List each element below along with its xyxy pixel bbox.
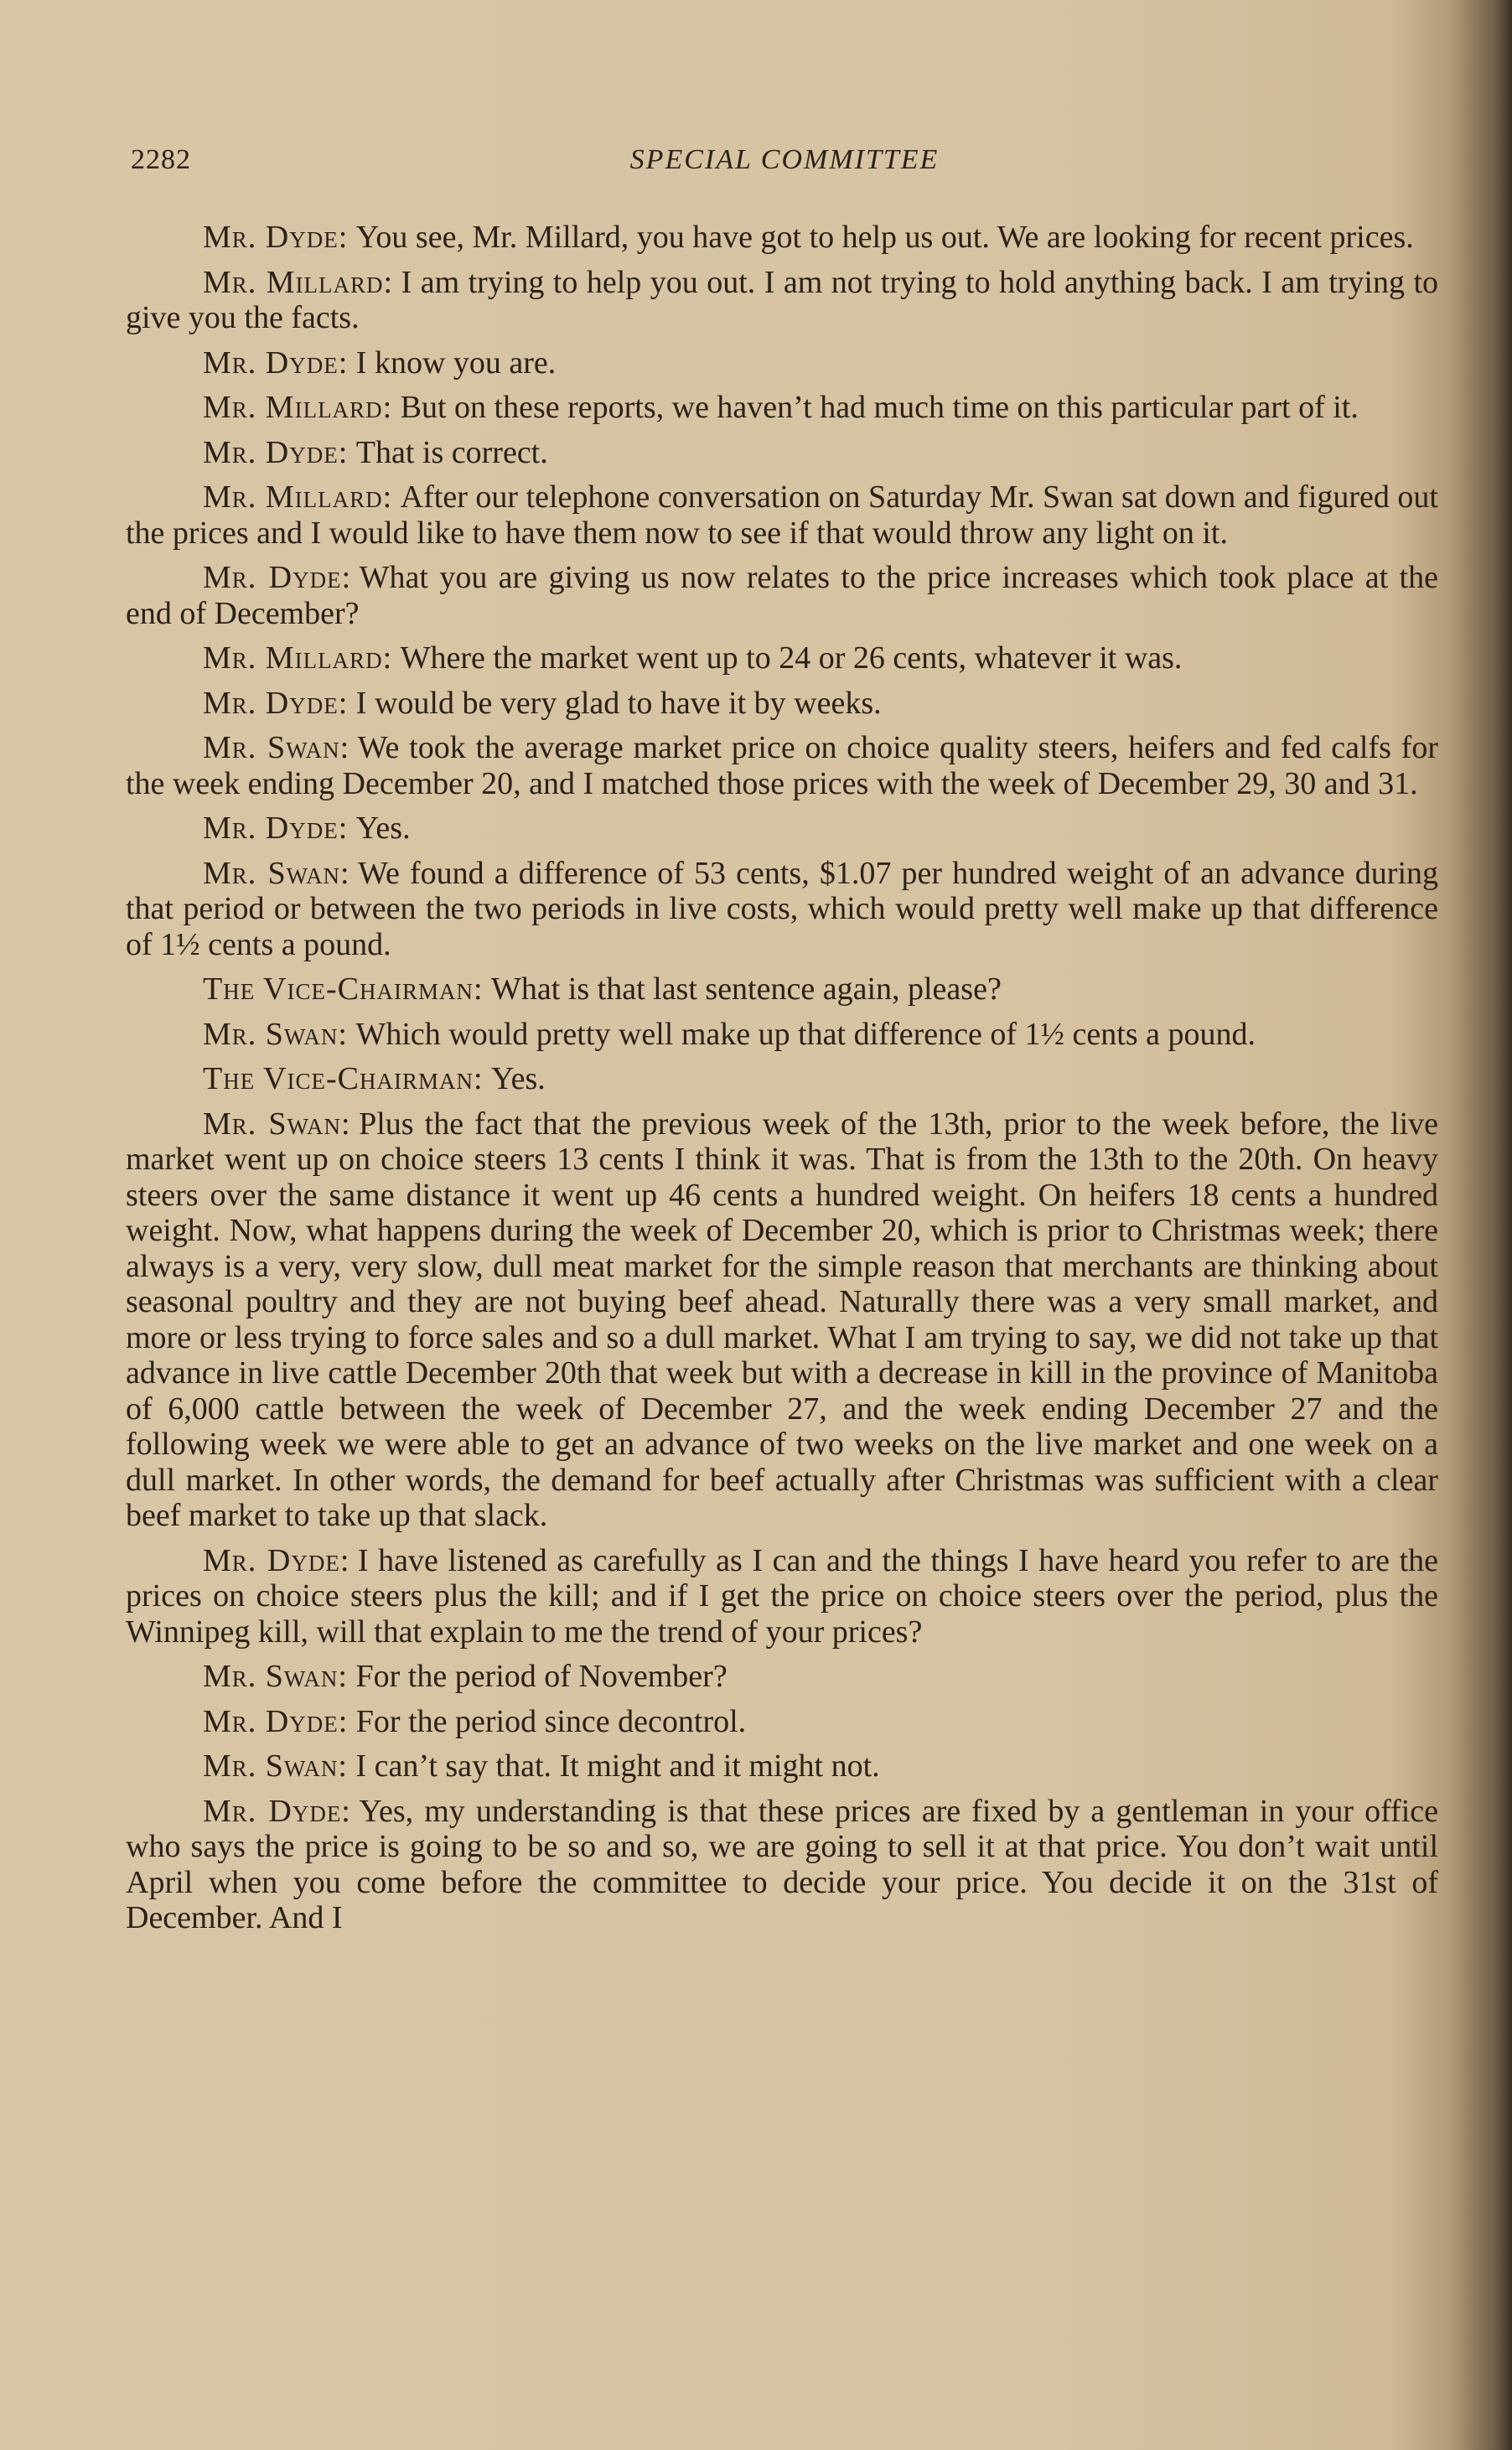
speaker-name: Mr. Millard: xyxy=(203,640,393,676)
speaker-name: Mr. Dyde: xyxy=(203,560,352,595)
speaker-name: The Vice-Chairman: xyxy=(203,971,484,1007)
speaker-name: Mr. Dyde: xyxy=(203,811,349,846)
speaker-name: Mr. Dyde: xyxy=(203,685,349,721)
paragraph-text: For the period since decontrol. xyxy=(355,1703,747,1739)
paragraph-text: I would be very glad to have it by weeks. xyxy=(355,685,882,721)
speaker-name: Mr. Swan: xyxy=(203,855,350,891)
paragraph-text: We took the average market price on choice quality steers, heifers and fed calfs for the week ending December 20, and I matched those prices with the week of December 29, 30 and 31. xyxy=(126,730,1438,801)
paragraph-text: Which would pretty well make up that difference of 1½ cents a pound. xyxy=(355,1016,1256,1052)
paragraph xyxy=(126,345,1438,381)
paragraph-text: That is correct. xyxy=(355,434,548,470)
paragraph xyxy=(126,220,1438,256)
paragraph-text: I can’t say that. It might and it might not. xyxy=(355,1748,880,1784)
running-title: SPECIAL COMMITTEE xyxy=(629,144,940,175)
paragraph xyxy=(126,811,1438,847)
paragraph-text: But on these reports, we haven’t had much time on this particular part of it. xyxy=(400,390,1359,425)
page-number: 2282 xyxy=(131,144,191,175)
speaker-name: Mr. Dyde: xyxy=(203,1542,350,1578)
paragraph-text: What is that last sentence again, please? xyxy=(491,971,1002,1007)
speaker-name: Mr. Swan: xyxy=(203,730,350,765)
paragraph-text: Yes. xyxy=(491,1061,546,1096)
paragraph-text: Yes, my understanding is that these prices are fixed by a gentleman in your office who says the price is going to be so and so, we are going to sell it at that price. You don’t wait until April when you come before the committee to decide your price. You decide it on the 31st of December. And I xyxy=(126,1793,1438,1935)
paragraph-text: For the period of November? xyxy=(355,1659,728,1694)
paragraph xyxy=(126,479,1438,551)
paragraph-text: Yes. xyxy=(355,811,411,846)
paragraph xyxy=(126,1794,1438,1936)
paragraph xyxy=(126,560,1438,631)
paragraph xyxy=(126,1017,1438,1053)
speaker-name: Mr. Millard: xyxy=(203,390,393,425)
paragraph xyxy=(126,1659,1438,1695)
speaker-name: Mr. Millard: xyxy=(203,479,393,515)
paragraph xyxy=(126,1543,1438,1650)
speaker-name: Mr. Swan: xyxy=(203,1659,348,1694)
page-header xyxy=(131,144,1438,186)
speaker-name: Mr. Dyde: xyxy=(203,1793,351,1829)
paragraph xyxy=(126,856,1438,963)
paragraph xyxy=(126,686,1438,722)
paragraph-text: I have listened as carefully as I can and the things I have heard you refer to are the prices on choice steers plus the kill; and if I get the price on choice steers over the period, plus the Winnipeg kill, will that explain to me the trend of your prices? xyxy=(126,1542,1438,1650)
speaker-name: Mr. Dyde: xyxy=(203,220,349,255)
paragraph-text: I know you are. xyxy=(355,344,557,381)
paragraph xyxy=(126,971,1438,1007)
paragraph-text: Plus the fact that the previous week of the 13th, prior to the week before, the live market went up on choice steers 13 cents I think it was. That is from the 13th to the 20th. On heavy steers over the same distance it went up 46 cents a hundred weight. On heifers 18 cents a hundred weight. Now, what happens during the week of December 20, which is prior to Christmas week; there always is a very, very slow, dull meat market for the simple reason that merchants are thinking about seasonal poultry and they are not buying beef ahead. Naturally there was a very small market, and more or less trying to force sales and so a dull market. What I am trying to say, we did not take up that advance in live cattle December 20th that week but with a decrease in kill in the province of Manitoba of 6,000 cattle between the week of December 27, and the week ending December 27 and the following week we were able to get an advance of two weeks on the live market and one week on a dull market. In other words, the demand for beef actually after Christmas was sufficient with a clear beef market to take up that slack. xyxy=(126,1106,1438,1533)
paragraph xyxy=(126,640,1438,676)
paragraph xyxy=(126,390,1438,426)
speaker-name: Mr. Swan: xyxy=(203,1748,348,1784)
speaker-name: Mr. Swan: xyxy=(203,1016,348,1052)
paragraph-text: After our telephone conversation on Saturday Mr. Swan sat down and figured out the prices and I would like to have them now to see if that would throw any light on it. xyxy=(126,479,1438,551)
paragraph xyxy=(126,1704,1438,1740)
paragraph xyxy=(126,265,1438,336)
speaker-name: Mr. Dyde: xyxy=(203,344,349,381)
speaker-name: Mr. Dyde: xyxy=(203,1703,349,1739)
paragraph xyxy=(126,1106,1438,1534)
paragraph-text: We found a difference of 53 cents, $1.07 per hundred weight of an advance during that period or between the two periods in live costs, which would pretty well make up that difference of 1½ cents a pound. xyxy=(126,855,1438,962)
paragraph xyxy=(126,730,1438,801)
speaker-name: Mr. Millard: xyxy=(203,264,394,300)
paragraph xyxy=(126,435,1438,471)
paragraph-text: You see, Mr. Millard, you have got to help us out. We are looking for recent prices. xyxy=(355,220,1414,255)
paragraph-text: I am trying to help you out. I am not trying to hold anything back. I am trying to give you the facts. xyxy=(126,264,1438,335)
transcript-body xyxy=(126,220,1438,1945)
speaker-name: The Vice-Chairman: xyxy=(203,1061,484,1096)
paragraph-text: What you are giving us now relates to the price increases which took place at the end of December? xyxy=(126,560,1438,631)
paragraph xyxy=(126,1061,1438,1097)
paragraph xyxy=(126,1748,1438,1784)
speaker-name: Mr. Dyde: xyxy=(203,434,349,470)
paragraph-text: Where the market went up to 24 or 26 cents, whatever it was. xyxy=(400,640,1183,676)
speaker-name: Mr. Swan: xyxy=(203,1106,351,1142)
